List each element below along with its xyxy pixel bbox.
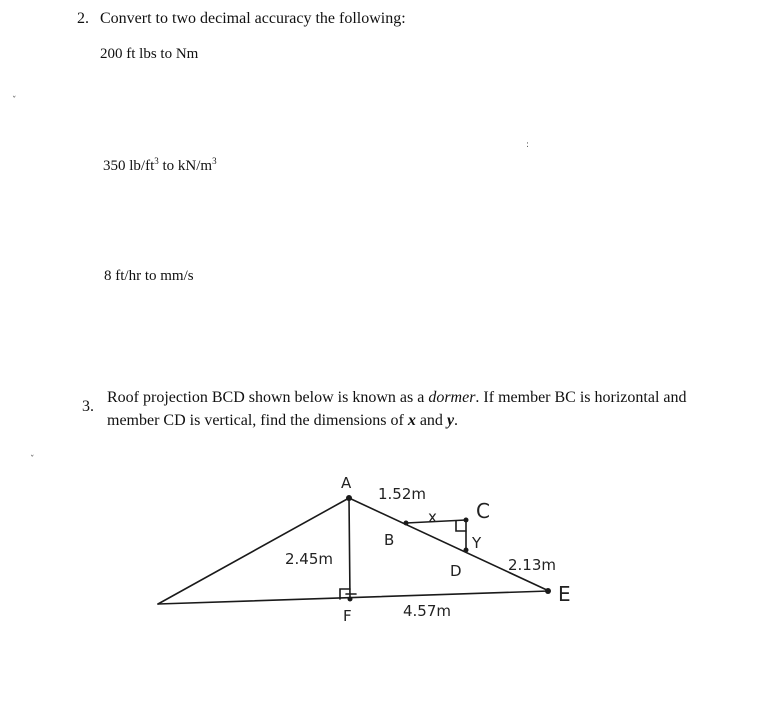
problem-8-fthr: 8 ft/hr to mm/s xyxy=(104,268,194,284)
label-E: E xyxy=(558,582,571,606)
joint-A xyxy=(346,495,352,501)
question-3-line-1-b: . If member BC is horizontal and xyxy=(475,389,687,406)
question-2-text: Convert to two decimal accuracy the following: xyxy=(100,10,406,27)
question-3-number: 3. xyxy=(82,398,94,415)
margin-mark-right: : xyxy=(526,140,530,150)
joint-C xyxy=(464,518,469,523)
question-2-number: 2. xyxy=(77,10,89,27)
dim-AF: 2.45m xyxy=(285,550,334,568)
label-A: A xyxy=(341,474,352,492)
problem-350-sup2: 3 xyxy=(212,156,217,166)
joint-B xyxy=(404,521,409,526)
base-line xyxy=(158,591,549,604)
label-x: x xyxy=(428,508,437,526)
margin-mark-bottom: ˇ xyxy=(30,455,35,465)
problem-350-prefix: 350 lb/ft xyxy=(103,158,155,174)
dim-AB: 1.52m xyxy=(378,485,427,503)
problem-350-sup1: 3 xyxy=(154,156,159,166)
label-C: C xyxy=(476,499,490,523)
dormer-term: dormer xyxy=(428,389,476,406)
question-3-line-1-a: Roof projection BCD shown below is known as a xyxy=(107,389,429,406)
label-F: F xyxy=(343,607,352,625)
rafter-right xyxy=(349,498,549,591)
label-B: B xyxy=(384,531,395,549)
joint-F xyxy=(348,597,353,602)
right-angle-C xyxy=(456,521,466,531)
question-3-line-2-and: and xyxy=(415,412,447,429)
joint-D xyxy=(464,548,469,553)
dim-FE: 4.57m xyxy=(403,602,452,620)
problem-200-ftlbs: 200 ft lbs to Nm xyxy=(100,46,199,62)
margin-mark-top: ˇ xyxy=(12,96,17,106)
label-D: D xyxy=(450,562,462,580)
variable-x: x xyxy=(407,412,416,429)
problem-350-middle: to kN/m xyxy=(158,158,213,174)
dim-DE: 2.13m xyxy=(508,556,557,574)
joint-E xyxy=(545,588,551,594)
label-y: Y xyxy=(472,534,482,552)
question-3-line-2-a: member CD is vertical, find the dimensions of xyxy=(107,412,408,429)
member-AF xyxy=(349,498,350,599)
question-3-line-2-end: . xyxy=(454,412,459,429)
variable-y: y xyxy=(446,412,455,429)
